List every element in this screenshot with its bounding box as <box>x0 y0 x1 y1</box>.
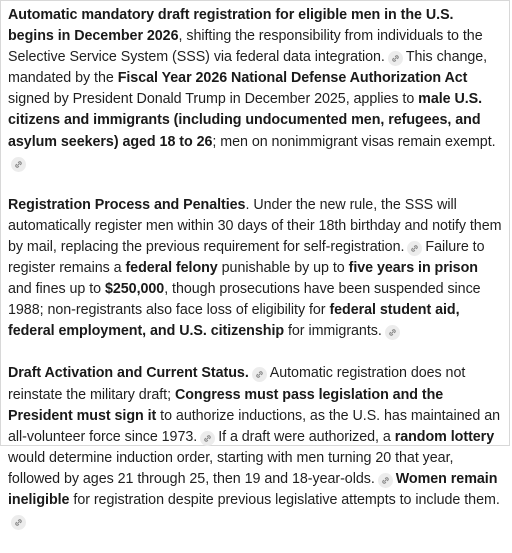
link-icon[interactable] <box>385 325 400 340</box>
body-text: Failure to register remains a <box>8 238 485 277</box>
body-text: . Under the new rule, the SSS will automatically register men within 30 days of their 18th birthday and notify them by mail, replacing the previous requirement for self-registration. <box>8 196 502 255</box>
body-text: for registration despite previous legislative attempts to include them. <box>69 491 500 508</box>
paragraph-automatic-registration <box>8 5 503 174</box>
bold-text: federal student aid, federal employment, and U.S. citizenship <box>8 302 460 340</box>
bold-text: Congress must pass legislation and the President must sign it <box>8 386 444 424</box>
link-icon[interactable] <box>252 367 267 382</box>
bold-text: Draft Activation and Current Status. <box>8 365 249 382</box>
body-text: signed by President Donald Trump in December 2025, applies to <box>8 91 419 108</box>
bold-text: Women remain ineligible <box>8 470 498 508</box>
body-text: ; men on nonimmigrant visas remain exempt. <box>212 133 496 150</box>
link-icon[interactable] <box>200 431 215 446</box>
body-text: would determine induction order, starting with men turning 20 that year, followed by ages 21 through 25, then 19 and 18-year-olds. <box>8 449 454 487</box>
body-text: , though prosecutions have been suspended since 1988; non-registrants also face loss of eligibility for <box>8 281 481 319</box>
bold-text: Fiscal Year 2026 National Defense Authorization Act <box>117 70 468 87</box>
link-icon[interactable] <box>407 241 422 256</box>
link-icon[interactable] <box>388 51 403 66</box>
bold-text: male U.S. citizens and immigrants (including undocumented men, refugees, and asylum seekers) aged 18 to 26 <box>8 91 483 150</box>
bold-text: five years in prison <box>348 260 478 277</box>
bold-text: Registration Process and Penalties <box>8 196 246 213</box>
link-icon[interactable] <box>11 157 26 172</box>
body-text: for immigrants. <box>284 323 382 340</box>
link-icon[interactable] <box>378 473 393 488</box>
paragraph-draft-activation <box>8 363 503 532</box>
body-text: punishable by up to <box>217 260 349 277</box>
body-text: to authorize inductions, as the U.S. has maintained an all-volunteer force since 1973. <box>8 407 501 445</box>
bold-text: random lottery <box>394 428 495 445</box>
bold-text: federal felony <box>125 260 218 277</box>
body-text: This change, mandated by the <box>8 49 488 87</box>
link-icon[interactable] <box>11 515 26 530</box>
bold-text: $250,000 <box>104 281 165 298</box>
answer-text <box>8 5 503 553</box>
paragraph-registration-process <box>8 195 503 343</box>
body-text: , shifting the responsibility from individuals to the Selective Service System (SSS) via federal data integration. <box>8 28 483 66</box>
body-text: and fines up to <box>8 281 105 298</box>
body-text: Automatic registration does not reinstate the military draft; <box>8 365 466 403</box>
bold-text: Automatic mandatory draft registration for eligible men in the U.S. begins in December 2026 <box>8 7 454 45</box>
body-text: If a draft were authorized, a <box>218 428 395 445</box>
